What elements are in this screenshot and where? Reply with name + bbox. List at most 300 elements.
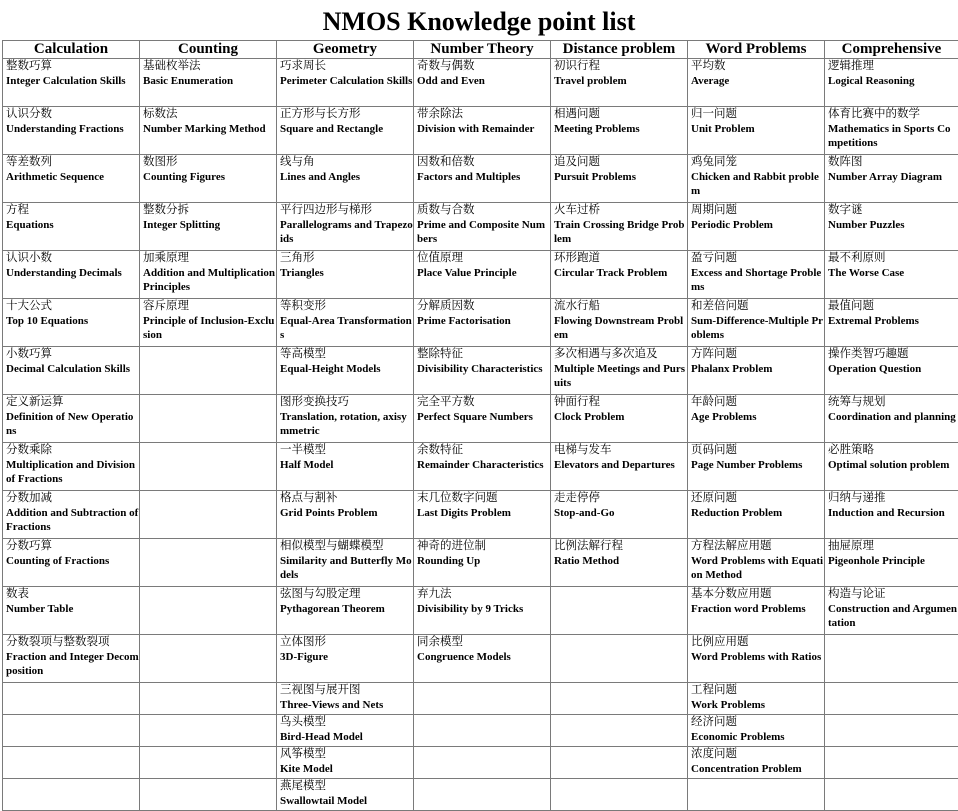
topic-english-name: Prime and Composite Numbers bbox=[417, 218, 550, 246]
table-cell bbox=[414, 587, 551, 635]
column-header: Calculation bbox=[3, 41, 140, 59]
topic-chinese-name: 分数巧算 bbox=[6, 539, 139, 554]
table-cell bbox=[3, 155, 140, 203]
topic-english-name: Travel problem bbox=[554, 74, 687, 88]
topic-chinese-name: 平均数 bbox=[691, 59, 824, 74]
topic-english-name: Elevators and Departures bbox=[554, 458, 687, 472]
table-body bbox=[3, 59, 958, 811]
table-cell bbox=[688, 155, 825, 203]
topic-english-name: Bird-Head Model bbox=[280, 730, 413, 744]
topic-english-name: Coordination and planning bbox=[828, 410, 958, 424]
table-row bbox=[3, 683, 958, 715]
topic-english-name: Pigeonhole Principle bbox=[828, 554, 958, 568]
table-cell bbox=[3, 635, 140, 683]
table-cell bbox=[414, 299, 551, 347]
table-cell bbox=[825, 203, 958, 251]
topic-english-name: Perimeter Calculation Skills bbox=[280, 74, 413, 88]
table-cell bbox=[277, 715, 414, 747]
topic-english-name: Division with Remainder bbox=[417, 122, 550, 136]
table-cell bbox=[277, 203, 414, 251]
topic-english-name: Definition of New Operations bbox=[6, 410, 139, 438]
topic-english-name: Induction and Recursion bbox=[828, 506, 958, 520]
table-cell bbox=[825, 107, 958, 155]
topic-chinese-name: 操作类智巧趣题 bbox=[828, 347, 958, 362]
topic-chinese-name: 比例法解行程 bbox=[554, 539, 687, 554]
table-cell bbox=[414, 539, 551, 587]
header-row bbox=[3, 41, 958, 59]
table-cell bbox=[825, 299, 958, 347]
topic-chinese-name: 走走停停 bbox=[554, 491, 687, 506]
table-cell bbox=[414, 155, 551, 203]
table-row bbox=[3, 395, 958, 443]
table-cell bbox=[3, 747, 140, 779]
table-cell bbox=[3, 395, 140, 443]
topic-english-name: Half Model bbox=[280, 458, 413, 472]
topic-chinese-name: 立体图形 bbox=[280, 635, 413, 650]
topic-chinese-name: 钟面行程 bbox=[554, 395, 687, 410]
table-cell bbox=[277, 683, 414, 715]
topic-english-name: Word Problems with Ratios bbox=[691, 650, 824, 664]
topic-chinese-name: 数字谜 bbox=[828, 203, 958, 218]
topic-english-name: Three-Views and Nets bbox=[280, 698, 413, 712]
topic-chinese-name: 构造与论证 bbox=[828, 587, 958, 602]
topic-chinese-name: 整数巧算 bbox=[6, 59, 139, 74]
table-cell bbox=[3, 715, 140, 747]
table-row bbox=[3, 715, 958, 747]
topic-chinese-name: 末几位数字问题 bbox=[417, 491, 550, 506]
column-header: Geometry bbox=[277, 41, 414, 59]
topic-english-name: Phalanx Problem bbox=[691, 362, 824, 376]
topic-english-name: Translation, rotation, axisymmetric bbox=[280, 410, 413, 438]
topic-chinese-name: 神奇的进位制 bbox=[417, 539, 550, 554]
table-cell bbox=[551, 715, 688, 747]
topic-chinese-name: 初识行程 bbox=[554, 59, 687, 74]
table-cell bbox=[825, 635, 958, 683]
topic-english-name: Equal-Area Transformations bbox=[280, 314, 413, 342]
table-cell bbox=[551, 635, 688, 683]
topic-chinese-name: 完全平方数 bbox=[417, 395, 550, 410]
table-cell bbox=[140, 539, 277, 587]
topic-english-name: Unit Problem bbox=[691, 122, 824, 136]
topic-chinese-name: 正方形与长方形 bbox=[280, 107, 413, 122]
table-cell bbox=[140, 491, 277, 539]
table-cell bbox=[825, 747, 958, 779]
table-cell bbox=[688, 715, 825, 747]
table-cell bbox=[140, 203, 277, 251]
table-cell bbox=[414, 443, 551, 491]
table-cell bbox=[414, 203, 551, 251]
table-row bbox=[3, 443, 958, 491]
table-cell bbox=[825, 539, 958, 587]
topic-chinese-name: 归一问题 bbox=[691, 107, 824, 122]
topic-english-name: Similarity and Butterfly Models bbox=[280, 554, 413, 582]
table-cell bbox=[140, 587, 277, 635]
table-cell bbox=[825, 491, 958, 539]
table-cell bbox=[140, 107, 277, 155]
topic-english-name: Understanding Decimals bbox=[6, 266, 139, 280]
topic-english-name: Remainder Characteristics bbox=[417, 458, 550, 472]
table-cell bbox=[277, 299, 414, 347]
topic-chinese-name: 带余除法 bbox=[417, 107, 550, 122]
topic-chinese-name: 相遇问题 bbox=[554, 107, 687, 122]
table-cell bbox=[688, 539, 825, 587]
table-row bbox=[3, 347, 958, 395]
table-cell bbox=[140, 395, 277, 443]
topic-english-name: Odd and Even bbox=[417, 74, 550, 88]
table-cell bbox=[3, 107, 140, 155]
table-cell bbox=[277, 107, 414, 155]
topic-chinese-name: 逻辑推理 bbox=[828, 59, 958, 74]
topic-chinese-name: 年龄问题 bbox=[691, 395, 824, 410]
column-header: Number Theory bbox=[414, 41, 551, 59]
table-cell bbox=[3, 683, 140, 715]
table-cell bbox=[688, 635, 825, 683]
topic-english-name: Principle of Inclusion-Exclusion bbox=[143, 314, 276, 342]
topic-english-name: Stop-and-Go bbox=[554, 506, 687, 520]
table-cell bbox=[3, 587, 140, 635]
topic-english-name: Counting of Fractions bbox=[6, 554, 139, 568]
topic-chinese-name: 必胜策略 bbox=[828, 443, 958, 458]
topic-chinese-name: 数表 bbox=[6, 587, 139, 602]
table-cell bbox=[414, 251, 551, 299]
table-cell bbox=[414, 635, 551, 683]
table-cell bbox=[3, 779, 140, 811]
table-cell bbox=[688, 107, 825, 155]
topic-chinese-name: 电梯与发车 bbox=[554, 443, 687, 458]
topic-english-name: Divisibility Characteristics bbox=[417, 362, 550, 376]
topic-chinese-name: 同余模型 bbox=[417, 635, 550, 650]
table-cell bbox=[688, 59, 825, 107]
table-cell bbox=[140, 635, 277, 683]
topic-english-name: Swallowtail Model bbox=[280, 794, 413, 808]
topic-chinese-name: 方阵问题 bbox=[691, 347, 824, 362]
topic-chinese-name: 奇数与偶数 bbox=[417, 59, 550, 74]
table-cell bbox=[277, 155, 414, 203]
topic-chinese-name: 分解质因数 bbox=[417, 299, 550, 314]
topic-chinese-name: 三视图与展开图 bbox=[280, 683, 413, 698]
table-cell bbox=[551, 395, 688, 443]
table-cell bbox=[277, 539, 414, 587]
table-cell bbox=[825, 587, 958, 635]
topic-chinese-name: 余数特征 bbox=[417, 443, 550, 458]
table-cell bbox=[140, 59, 277, 107]
topic-chinese-name: 弃九法 bbox=[417, 587, 550, 602]
table-cell bbox=[414, 491, 551, 539]
topic-chinese-name: 等高模型 bbox=[280, 347, 413, 362]
table-cell bbox=[825, 683, 958, 715]
topic-english-name: Logical Reasoning bbox=[828, 74, 958, 88]
topic-chinese-name: 最值问题 bbox=[828, 299, 958, 314]
topic-chinese-name: 流水行船 bbox=[554, 299, 687, 314]
table-cell bbox=[551, 779, 688, 811]
table-cell bbox=[688, 779, 825, 811]
topic-english-name: Concentration Problem bbox=[691, 762, 824, 776]
topic-chinese-name: 图形变换技巧 bbox=[280, 395, 413, 410]
topic-english-name: Pythagorean Theorem bbox=[280, 602, 413, 616]
topic-english-name: Sum-Difference-Multiple Problems bbox=[691, 314, 824, 342]
topic-english-name: 3D-Figure bbox=[280, 650, 413, 664]
topic-chinese-name: 分数裂项与整数裂项 bbox=[6, 635, 139, 650]
topic-english-name: Factors and Multiples bbox=[417, 170, 550, 184]
table-cell bbox=[414, 747, 551, 779]
topic-english-name: Integer Calculation Skills bbox=[6, 74, 139, 88]
table-cell bbox=[140, 155, 277, 203]
table-cell bbox=[551, 347, 688, 395]
topic-english-name: Extremal Problems bbox=[828, 314, 958, 328]
topic-chinese-name: 格点与割补 bbox=[280, 491, 413, 506]
table-cell bbox=[140, 347, 277, 395]
table-cell bbox=[825, 443, 958, 491]
topic-chinese-name: 燕尾模型 bbox=[280, 779, 413, 794]
topic-chinese-name: 鸡兔同笼 bbox=[691, 155, 824, 170]
table-cell bbox=[825, 155, 958, 203]
topic-english-name: Flowing Downstream Problem bbox=[554, 314, 687, 342]
topic-english-name: Addition and Subtraction of Fractions bbox=[6, 506, 139, 534]
table-cell bbox=[3, 299, 140, 347]
table-cell bbox=[414, 347, 551, 395]
topic-chinese-name: 统筹与规划 bbox=[828, 395, 958, 410]
table-row bbox=[3, 299, 958, 347]
topic-english-name: Place Value Principle bbox=[417, 266, 550, 280]
table-cell bbox=[551, 747, 688, 779]
topic-chinese-name: 认识小数 bbox=[6, 251, 139, 266]
topic-english-name: Operation Question bbox=[828, 362, 958, 376]
table-cell bbox=[688, 491, 825, 539]
topic-chinese-name: 容斥原理 bbox=[143, 299, 276, 314]
table-cell bbox=[551, 59, 688, 107]
topic-chinese-name: 小数巧算 bbox=[6, 347, 139, 362]
topic-english-name: Ratio Method bbox=[554, 554, 687, 568]
topic-english-name: Decimal Calculation Skills bbox=[6, 362, 139, 376]
topic-chinese-name: 方程 bbox=[6, 203, 139, 218]
topic-english-name: Clock Problem bbox=[554, 410, 687, 424]
table-cell bbox=[414, 683, 551, 715]
table-cell bbox=[688, 299, 825, 347]
table-cell bbox=[140, 683, 277, 715]
column-header: Distance problem bbox=[551, 41, 688, 59]
table-cell bbox=[277, 635, 414, 683]
table-cell bbox=[551, 203, 688, 251]
table-row bbox=[3, 155, 958, 203]
topic-english-name: Basic Enumeration bbox=[143, 74, 276, 88]
table-cell bbox=[277, 59, 414, 107]
topic-english-name: Average bbox=[691, 74, 824, 88]
topic-english-name: The Worse Case bbox=[828, 266, 958, 280]
topic-chinese-name: 质数与合数 bbox=[417, 203, 550, 218]
table-cell bbox=[140, 299, 277, 347]
topic-chinese-name: 位值原理 bbox=[417, 251, 550, 266]
table-row bbox=[3, 747, 958, 779]
topic-chinese-name: 还原问题 bbox=[691, 491, 824, 506]
topic-chinese-name: 比例应用题 bbox=[691, 635, 824, 650]
topic-chinese-name: 整数分拆 bbox=[143, 203, 276, 218]
topic-english-name: Square and Rectangle bbox=[280, 122, 413, 136]
table-cell bbox=[551, 539, 688, 587]
topic-chinese-name: 火车过桥 bbox=[554, 203, 687, 218]
topic-chinese-name: 体育比赛中的数学 bbox=[828, 107, 958, 122]
table-cell bbox=[140, 251, 277, 299]
topic-english-name: Work Problems bbox=[691, 698, 824, 712]
table-cell bbox=[140, 715, 277, 747]
topic-english-name: Fraction and Integer Decomposition bbox=[6, 650, 139, 678]
topic-chinese-name: 归纳与递推 bbox=[828, 491, 958, 506]
topic-english-name: Meeting Problems bbox=[554, 122, 687, 136]
topic-chinese-name: 分数加减 bbox=[6, 491, 139, 506]
topic-english-name: Pursuit Problems bbox=[554, 170, 687, 184]
topic-english-name: Equal-Height Models bbox=[280, 362, 413, 376]
topic-english-name: Congruence Models bbox=[417, 650, 550, 664]
table-cell bbox=[277, 587, 414, 635]
table-cell bbox=[414, 715, 551, 747]
topic-english-name: Arithmetic Sequence bbox=[6, 170, 139, 184]
table-row bbox=[3, 587, 958, 635]
topic-chinese-name: 线与角 bbox=[280, 155, 413, 170]
topic-chinese-name: 一半模型 bbox=[280, 443, 413, 458]
topic-chinese-name: 经济问题 bbox=[691, 715, 824, 730]
table-cell bbox=[688, 587, 825, 635]
table-row bbox=[3, 491, 958, 539]
table-cell bbox=[414, 59, 551, 107]
table-cell bbox=[688, 747, 825, 779]
table-cell bbox=[551, 491, 688, 539]
table-row bbox=[3, 107, 958, 155]
column-header: Comprehensive bbox=[825, 41, 958, 59]
topic-chinese-name: 标数法 bbox=[143, 107, 276, 122]
table-cell bbox=[825, 779, 958, 811]
topic-english-name: Prime Factorisation bbox=[417, 314, 550, 328]
table-cell bbox=[414, 779, 551, 811]
topic-english-name: Number Table bbox=[6, 602, 139, 616]
topic-english-name: Equations bbox=[6, 218, 139, 232]
table-cell bbox=[277, 747, 414, 779]
topic-chinese-name: 定义新运算 bbox=[6, 395, 139, 410]
topic-chinese-name: 基础枚举法 bbox=[143, 59, 276, 74]
topic-chinese-name: 巧求周长 bbox=[280, 59, 413, 74]
table-cell bbox=[3, 59, 140, 107]
topic-english-name: Understanding Fractions bbox=[6, 122, 139, 136]
table-cell bbox=[277, 395, 414, 443]
table-cell bbox=[551, 299, 688, 347]
table-cell bbox=[414, 395, 551, 443]
topic-english-name: Last Digits Problem bbox=[417, 506, 550, 520]
topic-english-name: Economic Problems bbox=[691, 730, 824, 744]
topic-chinese-name: 相似模型与蝴蝶模型 bbox=[280, 539, 413, 554]
table-cell bbox=[3, 251, 140, 299]
topic-english-name: Periodic Problem bbox=[691, 218, 824, 232]
topic-english-name: Addition and Multiplication Principles bbox=[143, 266, 276, 294]
table-cell bbox=[551, 155, 688, 203]
topic-english-name: Multiple Meetings and Pursuits bbox=[554, 362, 687, 390]
topic-chinese-name: 抽屉原理 bbox=[828, 539, 958, 554]
topic-english-name: Number Marking Method bbox=[143, 122, 276, 136]
topic-english-name: Lines and Angles bbox=[280, 170, 413, 184]
topic-chinese-name: 和差倍问题 bbox=[691, 299, 824, 314]
topic-chinese-name: 分数乘除 bbox=[6, 443, 139, 458]
table-cell bbox=[277, 347, 414, 395]
table-row bbox=[3, 779, 958, 811]
topic-english-name: Circular Track Problem bbox=[554, 266, 687, 280]
column-header: Word Problems bbox=[688, 41, 825, 59]
table-cell bbox=[277, 251, 414, 299]
topic-english-name: Counting Figures bbox=[143, 170, 276, 184]
topic-chinese-name: 最不利原则 bbox=[828, 251, 958, 266]
topic-chinese-name: 平行四边形与梯形 bbox=[280, 203, 413, 218]
topic-chinese-name: 加乘原理 bbox=[143, 251, 276, 266]
table-cell bbox=[551, 587, 688, 635]
table-cell bbox=[140, 443, 277, 491]
table-cell bbox=[414, 107, 551, 155]
topic-english-name: Reduction Problem bbox=[691, 506, 824, 520]
topic-chinese-name: 三角形 bbox=[280, 251, 413, 266]
table-cell bbox=[825, 395, 958, 443]
table-cell bbox=[551, 683, 688, 715]
table-cell bbox=[688, 347, 825, 395]
topic-english-name: Construction and Argumentation bbox=[828, 602, 958, 630]
topic-chinese-name: 整除特征 bbox=[417, 347, 550, 362]
table-cell bbox=[140, 779, 277, 811]
topic-chinese-name: 数图形 bbox=[143, 155, 276, 170]
table-cell bbox=[688, 683, 825, 715]
topic-chinese-name: 十大公式 bbox=[6, 299, 139, 314]
topic-chinese-name: 工程问题 bbox=[691, 683, 824, 698]
topic-chinese-name: 环形跑道 bbox=[554, 251, 687, 266]
table-cell bbox=[688, 251, 825, 299]
table-cell bbox=[140, 747, 277, 779]
table-cell bbox=[688, 443, 825, 491]
topic-english-name: Triangles bbox=[280, 266, 413, 280]
table-row bbox=[3, 203, 958, 251]
table-cell bbox=[825, 347, 958, 395]
topic-english-name: Perfect Square Numbers bbox=[417, 410, 550, 424]
topic-chinese-name: 多次相遇与多次追及 bbox=[554, 347, 687, 362]
topic-english-name: Divisibility by 9 Tricks bbox=[417, 602, 550, 616]
topic-english-name: Number Puzzles bbox=[828, 218, 958, 232]
table-cell bbox=[551, 443, 688, 491]
table-cell bbox=[825, 715, 958, 747]
topic-english-name: Kite Model bbox=[280, 762, 413, 776]
topic-chinese-name: 等积变形 bbox=[280, 299, 413, 314]
table-cell bbox=[3, 539, 140, 587]
topic-chinese-name: 数阵图 bbox=[828, 155, 958, 170]
table-row bbox=[3, 251, 958, 299]
topic-chinese-name: 等差数列 bbox=[6, 155, 139, 170]
table-cell bbox=[277, 443, 414, 491]
topic-english-name: Integer Splitting bbox=[143, 218, 276, 232]
topic-english-name: Chicken and Rabbit problem bbox=[691, 170, 824, 198]
topic-english-name: Train Crossing Bridge Problem bbox=[554, 218, 687, 246]
page-title: NMOS Knowledge point list bbox=[0, 4, 958, 40]
topic-english-name: Number Array Diagram bbox=[828, 170, 958, 184]
table-cell bbox=[688, 203, 825, 251]
topic-english-name: Mathematics in Sports Competitions bbox=[828, 122, 958, 150]
topic-chinese-name: 浓度问题 bbox=[691, 747, 824, 762]
table-cell bbox=[688, 395, 825, 443]
table-cell bbox=[3, 491, 140, 539]
table-cell bbox=[551, 251, 688, 299]
table-row bbox=[3, 59, 958, 107]
table-cell bbox=[3, 347, 140, 395]
topic-english-name: Excess and Shortage Problems bbox=[691, 266, 824, 294]
topic-chinese-name: 认识分数 bbox=[6, 107, 139, 122]
topic-english-name: Word Problems with Equation Method bbox=[691, 554, 824, 582]
topic-english-name: Top 10 Equations bbox=[6, 314, 139, 328]
table-cell bbox=[825, 59, 958, 107]
topic-chinese-name: 周期问题 bbox=[691, 203, 824, 218]
table-cell bbox=[3, 203, 140, 251]
topic-chinese-name: 风筝模型 bbox=[280, 747, 413, 762]
knowledge-table bbox=[2, 40, 958, 811]
table-cell bbox=[551, 107, 688, 155]
